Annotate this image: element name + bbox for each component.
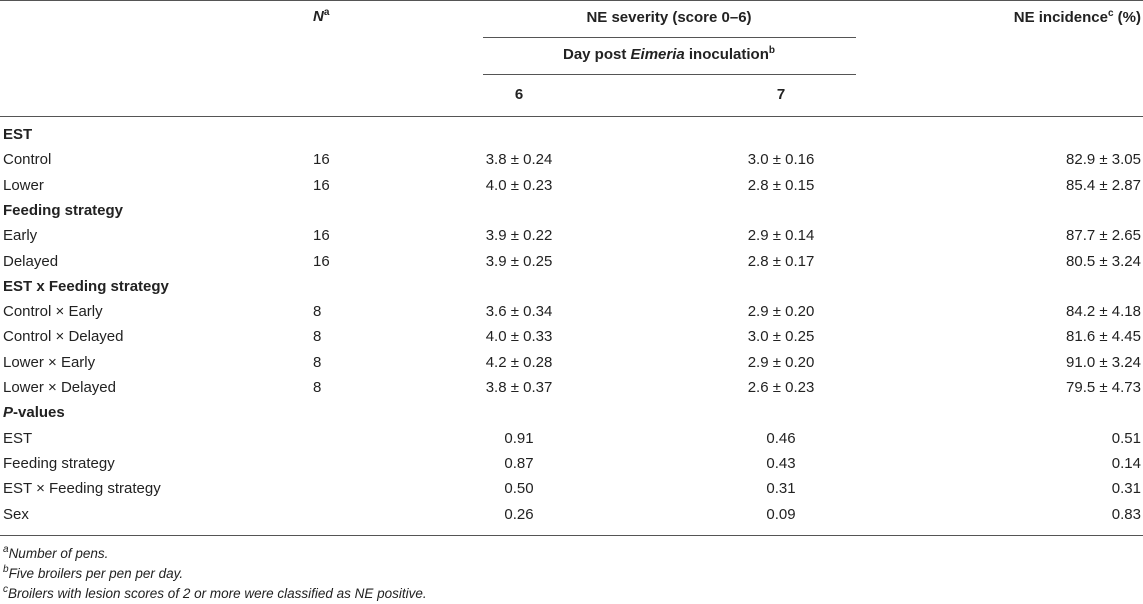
cell-day6: 0.91 [504,430,534,447]
cell-day7: 0.46 [766,430,796,447]
cell-day6: 0.50 [504,480,534,497]
cell-incidence: 80.5 ± 3.24 [1066,253,1141,270]
header-day-post: Day post Eimeria inoculation$^b$ [563,45,775,63]
cell-day6: 0.26 [504,506,534,523]
row-label: Control × Delayed [3,328,124,345]
row-label: Feeding strategy [3,455,115,472]
cell-day7: 2.8 ± 0.17 [747,253,815,270]
cell-incidence: 85.4 ± 2.87 [1066,177,1141,194]
cell-day7: 3.0 ± 0.25 [747,328,815,345]
header-day6: 6 [514,86,524,103]
cell-incidence: 79.5 ± 4.73 [1066,379,1141,396]
cell-day6: 0.87 [504,455,534,472]
cell-day6: 3.8 ± 0.24 [485,151,553,168]
header-severity: NE severity (score 0–6) [586,9,752,26]
row-label: Delayed [3,253,59,270]
cell-n: 16 [313,177,330,194]
section-heading: EST [3,126,33,143]
row-label: Control × Early [3,303,103,320]
row-label: Control [3,151,52,168]
cell-day6: 3.6 ± 0.34 [485,303,553,320]
cell-incidence: 0.14 [1111,455,1141,472]
cell-day7: 2.9 ± 0.20 [747,354,815,371]
header-incidence: NE incidence$^c$ (%) [1013,8,1141,26]
cell-incidence: 87.7 ± 2.65 [1066,227,1141,244]
row-label: Lower × Delayed [3,379,116,396]
footnote: $^b$Five broilers per pen per day. [3,564,184,581]
day-group-rule [483,74,856,75]
cell-n: 16 [313,253,330,270]
row-label: Lower [3,177,44,194]
row-label: EST [3,430,33,447]
header-day7: 7 [776,86,786,103]
cell-n: 8 [313,354,322,371]
cell-incidence: 81.6 ± 4.45 [1066,328,1141,345]
row-label: Early [3,227,38,244]
section-heading: EST x Feeding strategy [3,278,169,295]
footnote: $^c$Broilers with lesion scores of 2 or more were classified as NE positive. [3,584,427,601]
cell-incidence: 0.51 [1111,430,1141,447]
row-label: Lower × Early [3,354,96,371]
cell-n: 16 [313,227,330,244]
cell-day6: 4.2 ± 0.28 [485,354,553,371]
cell-n: 8 [313,303,322,320]
cell-incidence: 0.83 [1111,506,1141,523]
cell-day7: 0.31 [766,480,796,497]
cell-day7: 0.43 [766,455,796,472]
section-heading: Feeding strategy [3,202,124,219]
cell-day6: 3.9 ± 0.25 [485,253,553,270]
cell-day6: 4.0 ± 0.23 [485,177,553,194]
cell-day7: 0.09 [766,506,796,523]
cell-incidence: 84.2 ± 4.18 [1066,303,1141,320]
cell-n: 8 [313,328,322,345]
cell-day6: 4.0 ± 0.33 [485,328,553,345]
cell-day7: 2.8 ± 0.15 [747,177,815,194]
row-label: Sex [3,506,29,523]
cell-incidence: 91.0 ± 3.24 [1066,354,1141,371]
cell-day7: 2.6 ± 0.23 [747,379,815,396]
cell-n: 16 [313,151,330,168]
header-n: $N^a$ [313,7,330,25]
section-heading: P-values [3,404,65,421]
table-top-rule [0,0,1143,1]
severity-group-rule [483,37,856,38]
cell-day7: 2.9 ± 0.20 [747,303,815,320]
cell-n: 8 [313,379,322,396]
cell-day6: 3.8 ± 0.37 [485,379,553,396]
header-bottom-rule [0,116,1143,117]
cell-incidence: 0.31 [1111,480,1141,497]
footnote: $^a$Number of pens. [3,544,109,561]
cell-incidence: 82.9 ± 3.05 [1066,151,1141,168]
cell-day7: 2.9 ± 0.14 [747,227,815,244]
row-label: EST × Feeding strategy [3,480,161,497]
cell-day6: 3.9 ± 0.22 [485,227,553,244]
table-bottom-rule [0,535,1143,536]
cell-day7: 3.0 ± 0.16 [747,151,815,168]
